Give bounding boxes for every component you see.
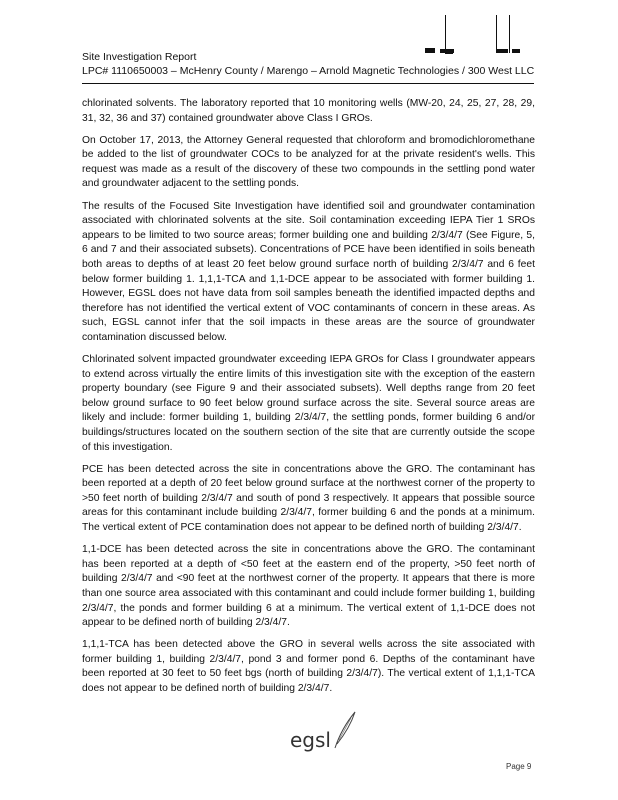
paragraph: 1,1,1-TCA has been detected above the GRO in several wells across the site associated with former building 1, building 2/3/4/7, pond 3 and former pond 6. Depths of the contaminant have been reported at 30 feet to 50 feet bgs (north of building 2/3/4/7). The vertical extent of 1,1,1-TCA does not appear to be defined north of building 2/3/4/7. [82, 639, 535, 694]
quill-logo-icon [333, 710, 357, 750]
header-rule [82, 83, 534, 84]
paragraph: PCE has been detected across the site in concentrations above the GRO. The contaminant has been reported at a depth of 20 feet below ground surface at the northwest corner of the property to >50 feet north of building 2/3/4/7 and south of pond 3 respectively. It appears that possible source areas for this contaminant include building 2/3/4/7, former building 6 and the ponds at a minimum. The vertical extent of PCE contamination does not appear to be defined north of building 2/3/4/7. [82, 463, 535, 534]
paragraph: The results of the Focused Site Investigation have identified soil and groundwater contamination associated with chlorinated solvents at the site. Soil contamination exceeding IEPA Tier 1 SROs appears to be limited to two source areas; former building one and building 2/3/4/7 (See Figure, 5, 6 and 7 and their associated subsets). Concentrations of PCE have been identified in soils beneath both areas to depths of at least 20 feet below ground surface north of building 2/3/4/7 and 6 feet below former building 1. 1,1,1-TCA and 1,1-DCE appear to be associated with former building 1. However, EGSL does not have data from soil samples beneath the identified impacted depths and therefore has not identified the vertical extent of VOC contaminants of concern in these areas. As such, EGSL cannot infer that the soil impacts in these areas are the source of groundwater contamination discussed below. [82, 200, 535, 343]
page-number: Page 9 [506, 762, 532, 771]
document-body [82, 97, 535, 704]
paragraph: 1,1-DCE has been detected across the site in concentrations above the GRO. The contaminant has been reported at a depth of <50 feet at the eastern end of the property, >50 feet north of building 2/3/4/7 and <90 feet at the northwest corner of the property. It appears that there is more than one source area associated with this contaminant and could include former building 1, building 2/3/4/7, the ponds and former building 6 at a minimum. The vertical extent of 1,1-DCE does not appear to be defined north of building 2/3/4/7. [82, 544, 535, 629]
report-subtitle: LPC# 1110650003 – McHenry County / Marengo – Arnold Magnetic Technologies / 300 West LLC [82, 65, 535, 77]
paragraph: chlorinated solvents. The laboratory reported that 10 monitoring wells (MW-20, 24, 25, 27, 28, 29, 31, 32, 36 and 37) contained groundwater above Class I GROs. [82, 98, 535, 124]
paragraph: Chlorinated solvent impacted groundwater exceeding IEPA GROs for Class I groundwater appears to extend across virtually the entire limits of this investigation site with the exception of the eastern property boundary (see Figure 9 and their associated subsets). Well depths range from 20 feet below ground surface to 90 feet below ground surface across the site. Several source areas are likely and include: former building 1, building 2/3/4/7, the settling ponds, former building 6 and/or buildings/structures located on the southern section of the site that are currently outside the scope of this investigation. [82, 354, 535, 453]
egsl-logo: egsl [290, 728, 331, 752]
report-title: Site Investigation Report [82, 51, 197, 63]
paragraph: On October 17, 2013, the Attorney General requested that chloroform and bromodichloromethane be added to the list of groundwater COCs to be analyzed for at the private resident's wells. This request was made as a result of the discovery of these two compounds in the settling pond water and groundwater adjacent to the settling ponds. [82, 134, 535, 190]
